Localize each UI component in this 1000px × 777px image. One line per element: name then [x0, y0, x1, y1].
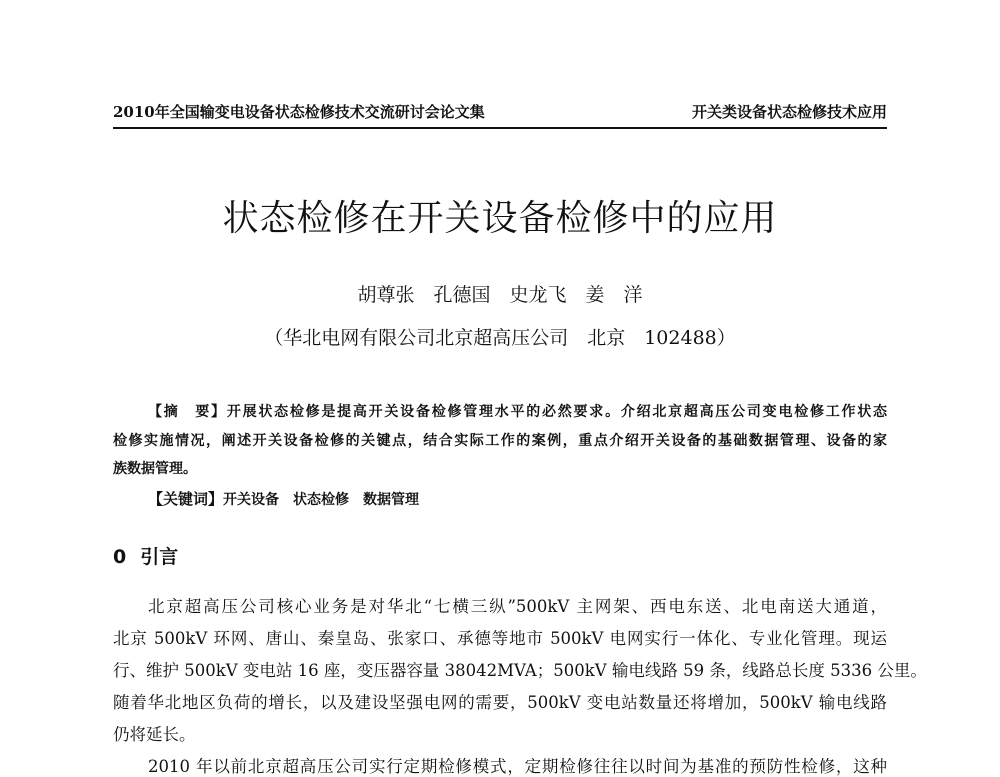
abstract-text: 开展状态检修是提高开关设备检修管理水平的必然要求。介绍北京超高压公司变电检修工作状态 — [226, 404, 888, 420]
abstract-label: 【摘 要】 — [148, 404, 227, 420]
abstract-line — [148, 401, 887, 421]
header-rule — [113, 127, 887, 129]
keywords-text: 开关设备 状态检修 数据管理 — [223, 492, 420, 508]
body-line: 北京超高压公司核心业务是对华北“七横三纵”500kV 主网架、西电东送、北电南送大通道， — [148, 597, 887, 616]
body-line: 行、维护 500kV 变电站 16 座，变压器容量 38042MVA；500kV 输电线路 59 条，线路总长度 5336 公里。 — [113, 661, 927, 680]
keywords-label: 【关键词】 — [148, 490, 224, 508]
header-right: 开关类设备状态检修技术应用 — [691, 103, 887, 121]
body-line: 仍将延长。 — [113, 725, 196, 744]
running-header — [113, 101, 887, 122]
body-line: 随着华北地区负荷的增长，以及建设坚强电网的需要，500kV 变电站数量还将增加，500kV 输电线路 — [113, 693, 887, 712]
abstract-line: 族数据管理。 — [113, 461, 197, 477]
body-line: 北京 500kV 环网、唐山、秦皇岛、张家口、承德等地市 500kV 电网实行一体化、专业化管理。现运 — [113, 629, 887, 648]
section-title: 引言 — [140, 546, 179, 568]
header-left: 2010年全国输变电设备状态检修技术交流研讨会论文集 — [113, 103, 485, 121]
affiliation: （华北电网有限公司北京超高压公司 北京 102488） — [264, 327, 736, 349]
abstract-line: 检修实施情况，阐述开关设备检修的关键点，结合实际工作的案例，重点介绍开关设备的基础数据管理、设备的家 — [113, 433, 887, 449]
section-heading — [113, 542, 192, 569]
body-line: 2010 年以前北京超高压公司实行定期检修模式，定期检修往往以时间为基准的预防性检修，这种 — [148, 757, 887, 776]
keywords-line — [148, 488, 887, 509]
paper-title: 状态检修在开关设备检修中的应用 — [222, 198, 778, 239]
authors: 胡尊张 孔德国 史龙飞 姜 洋 — [357, 284, 643, 306]
section-number: 0 — [113, 546, 127, 568]
